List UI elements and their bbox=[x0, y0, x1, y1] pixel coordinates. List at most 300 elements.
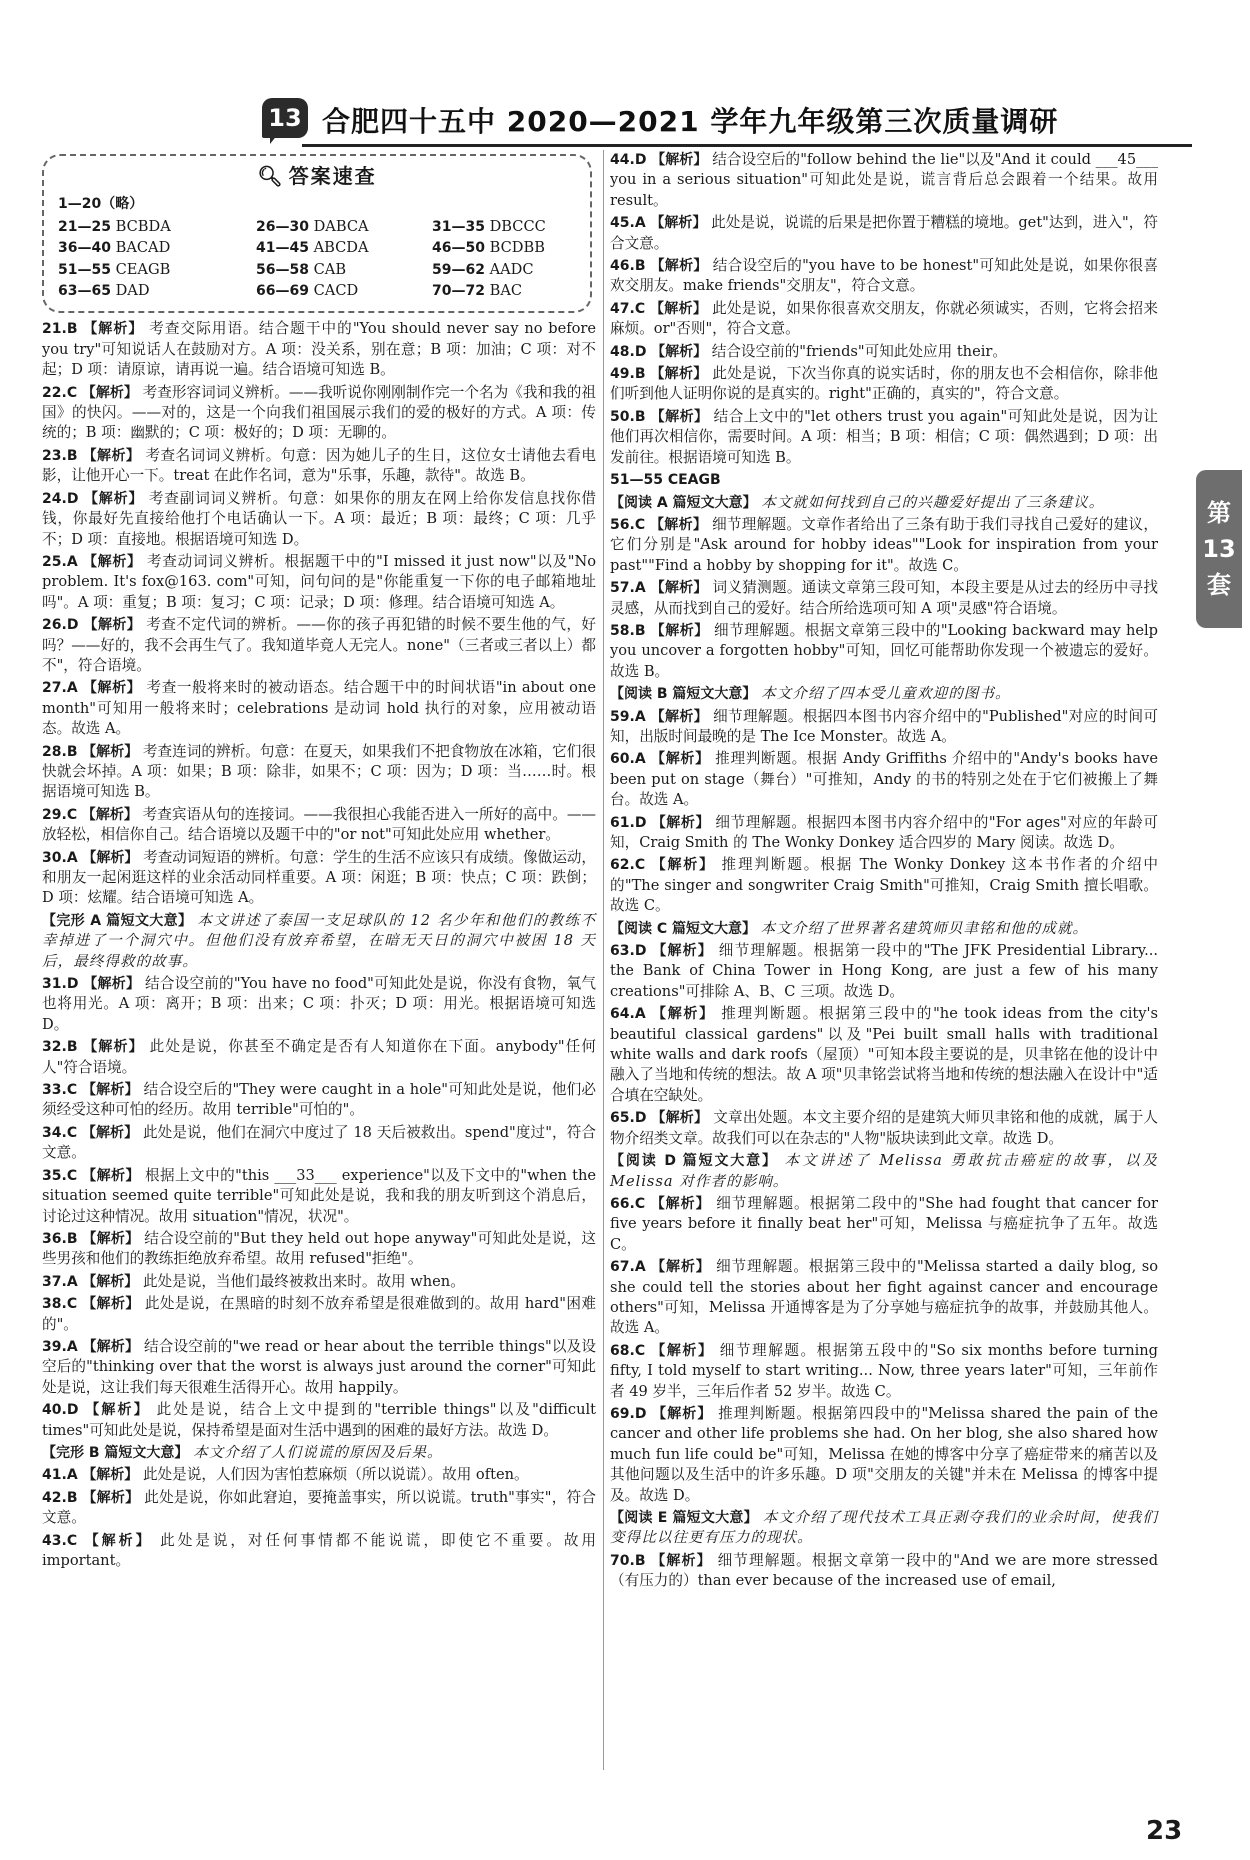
question-number: 33. bbox=[42, 1082, 67, 1099]
question-number: 26. bbox=[42, 617, 67, 634]
answer-cell bbox=[432, 281, 582, 301]
passage-summary bbox=[610, 1508, 1158, 1549]
question-answer: A bbox=[66, 849, 78, 866]
question-number: 39. bbox=[42, 1338, 67, 1355]
answer-range: 59—62 bbox=[432, 261, 485, 278]
question-number: 30. bbox=[42, 849, 67, 866]
answer-letters: DAD bbox=[110, 282, 150, 300]
side-tab-prefix: 第 bbox=[1207, 499, 1231, 527]
question-answer: B bbox=[634, 408, 646, 425]
question-answer: D bbox=[66, 1402, 79, 1419]
question-number: 28. bbox=[42, 743, 67, 760]
analysis-tag: 【解析】 bbox=[650, 258, 708, 275]
question-answer: A bbox=[634, 708, 646, 725]
question-number: 23. bbox=[42, 447, 67, 464]
analysis-tag: 【解析】 bbox=[82, 1273, 139, 1290]
analysis-tag: 【解析】 bbox=[651, 1110, 709, 1127]
answer-range: 26—30 bbox=[256, 218, 309, 235]
right-column bbox=[610, 150, 1158, 1594]
question-number: 58. bbox=[610, 622, 635, 639]
answer-line bbox=[610, 470, 1158, 490]
explanation-text: 结合设空前的"we read or hear about the terrible things"以及设空后的"thinking over that the worst is always just around the corner"可知此处是说，这让我们每天很难生活得开心。故用 happily。 bbox=[42, 1337, 597, 1396]
question-explanation bbox=[42, 742, 596, 803]
question-explanation bbox=[610, 299, 1158, 340]
question-explanation bbox=[42, 489, 596, 550]
explanation-text: 细节理解题。根据文章第一段中的"And we are more stressed（有压力的）than ever because of the increased use of email, bbox=[610, 1551, 1159, 1590]
passage-summary bbox=[42, 911, 596, 972]
question-answer: C bbox=[66, 1124, 78, 1141]
question-number: 47. bbox=[610, 300, 635, 317]
explanation-text: 细节理解题。根据第二段中的"She had fought that cancer for five years before it finally beat her"可知，Melissa 与癌症抗争了五年。故选 C。 bbox=[610, 1194, 1158, 1253]
question-number: 68. bbox=[610, 1342, 635, 1359]
page-header bbox=[262, 98, 1192, 146]
question-number: 61. bbox=[610, 814, 635, 831]
question-number: 42. bbox=[42, 1489, 67, 1506]
question-number: 64. bbox=[610, 1006, 635, 1023]
question-answer: C bbox=[66, 1167, 78, 1184]
question-explanation bbox=[610, 1108, 1158, 1149]
analysis-tag: 【解析】 bbox=[83, 1039, 144, 1056]
passage-summary bbox=[610, 1151, 1158, 1192]
answer-cell bbox=[58, 260, 256, 280]
question-answer: C bbox=[634, 300, 646, 317]
answer-range: 41—45 bbox=[256, 240, 309, 257]
question-answer: B bbox=[66, 1230, 78, 1247]
explanation-text: 此处是说，人们因为害怕惹麻烦（所以说谎）。故用 often。 bbox=[142, 1466, 529, 1484]
analysis-tag: 【解析】 bbox=[84, 1532, 153, 1549]
question-number: 70. bbox=[610, 1552, 635, 1569]
question-number: 43. bbox=[42, 1532, 67, 1549]
question-number: 31. bbox=[42, 976, 67, 993]
magnifier-icon: 🔍︎ bbox=[257, 164, 285, 188]
analysis-tag: 【解析】 bbox=[82, 1230, 140, 1247]
question-number: 63. bbox=[610, 943, 635, 960]
answer-cell bbox=[58, 217, 256, 237]
passage-summary bbox=[610, 684, 1158, 704]
answer-cell bbox=[256, 260, 432, 280]
question-number: 56. bbox=[610, 516, 635, 533]
question-explanation bbox=[610, 1341, 1158, 1402]
question-explanation bbox=[42, 1037, 596, 1078]
answer-range: 70—72 bbox=[432, 283, 485, 300]
question-number: 67. bbox=[610, 1259, 635, 1276]
summary-tag: 【阅读 A 篇短文大意】 bbox=[610, 494, 757, 511]
answer-letters: AADC bbox=[484, 260, 534, 278]
analysis-tag: 【解析】 bbox=[85, 1402, 150, 1419]
answer-range: 36—40 bbox=[58, 240, 111, 257]
answer-letters: CEAGB bbox=[110, 260, 171, 278]
analysis-tag: 【解析】 bbox=[650, 708, 709, 725]
question-explanation bbox=[42, 1400, 596, 1441]
question-explanation bbox=[42, 848, 596, 909]
question-number: 35. bbox=[42, 1167, 67, 1184]
question-explanation bbox=[42, 446, 596, 487]
answer-letters: CAB bbox=[308, 260, 347, 278]
explanation-text: 考查动词短语的辨析。句意：学生的生活不应该只有成绩。像做运动，和朋友一起闲逛这样的业余活动同样重要。A 项：闲逛；B 项：快点；C 项：跌倒；D 项：炫耀。结合语境可知选 A。 bbox=[42, 848, 597, 907]
explanation-text: 考查名词词义辨析。句意：因为她儿子的生日，这位女士请他去看电影，让他开心一下。treat 在此作名词，意为"乐事，乐趣，款待"。故选 B。 bbox=[42, 446, 597, 485]
explanation-text: 结合设空后的"They were caught in a hole"可知此处是说，他们必须经受这种可怕的经历。故用 terrible"可怕的"。 bbox=[42, 1081, 597, 1119]
question-answer: B bbox=[66, 1039, 78, 1056]
answer-cell bbox=[256, 217, 432, 237]
question-number: 50. bbox=[610, 408, 635, 425]
explanation-text: 结合设空前的"You have no food"可知此处是说，你没有食物，氧气也将用光。A 项：离开；B 项：出来；C 项：扑灭；D 项：用光。根据语境可知选 D。 bbox=[42, 975, 596, 1033]
column-divider bbox=[603, 150, 604, 1770]
answer-cell bbox=[432, 217, 582, 237]
analysis-tag: 【解析】 bbox=[82, 680, 142, 697]
analysis-tag: 【解析】 bbox=[650, 622, 709, 639]
explanation-text: 推理判断题。根据第三段中的"he took ideas from the city's beautiful classical gardens"以及"Pei built small halls with traditional white walls and dark roofs（屋顶）"可知本段主要说的是，贝聿铭在他的设计中融入了当地和传统的想法。故 A 项"贝聿铭尝试将当地和传统的想法融入在设计中"适合填在空缺处。 bbox=[610, 1005, 1159, 1104]
question-number: 38. bbox=[42, 1296, 67, 1313]
analysis-tag: 【解析】 bbox=[651, 814, 711, 831]
analysis-tag: 【解析】 bbox=[83, 617, 142, 634]
explanation-text: 词义猜测题。通读文章第三段可知，本段主要是从过去的经历中寻找灵感，从而找到自己的爱好。结合所给选项可知 A 项"灵感"符合语境。 bbox=[610, 579, 1158, 617]
question-answer: C bbox=[66, 1082, 78, 1099]
explanation-text: 结合设空后的"you have to be honest"可知此处是说，如果你很喜欢交朋友。make friends"交朋友"，符合文意。 bbox=[610, 257, 1159, 295]
summary-text: 本文讲述了 Melissa 勇敢抗击癌症的故事，以及 Melissa 对作者的影响。 bbox=[610, 1152, 1159, 1190]
left-column bbox=[42, 150, 596, 1573]
question-explanation bbox=[610, 1257, 1158, 1339]
summary-text: 本文介绍了现代技术工具正剥夺我们的业余时间，使我们变得比以往更有压力的现状。 bbox=[610, 1509, 1159, 1547]
question-explanation bbox=[610, 941, 1158, 1002]
analysis-tag: 【解析】 bbox=[82, 849, 139, 866]
set-side-tab bbox=[1196, 470, 1242, 628]
passage-summary bbox=[42, 1443, 596, 1463]
analysis-tag: 【解析】 bbox=[650, 1195, 711, 1212]
analysis-tag: 【解析】 bbox=[81, 384, 138, 401]
analysis-tag: 【解析】 bbox=[82, 1338, 140, 1355]
explanation-text: 推理判断题。根据 Andy Griffiths 介绍中的"Andy's books have been put on stage（舞台）"可推知，Andy 的书的特别之处在于它们被搬上了舞台。故选 A。 bbox=[610, 750, 1158, 809]
question-answer: C bbox=[66, 1296, 78, 1313]
question-answer: B bbox=[66, 743, 78, 760]
question-answer: A bbox=[66, 553, 78, 570]
question-number: 46. bbox=[610, 258, 635, 275]
header-rule bbox=[302, 144, 1192, 147]
explanation-text: 此处是说，你甚至不确定是否有人知道你在下面。anybody"任何人"符合语境。 bbox=[42, 1038, 596, 1076]
badge-tail bbox=[270, 134, 278, 144]
analysis-tag: 【解析】 bbox=[81, 806, 138, 823]
question-number: 36. bbox=[42, 1230, 67, 1247]
analysis-tag: 【解析】 bbox=[650, 408, 709, 425]
analysis-tag: 【解析】 bbox=[82, 1296, 140, 1313]
quick-answer-title bbox=[58, 166, 576, 186]
page-title: 合肥四十五中 2020—2021 学年九年级第三次质量调研 bbox=[322, 105, 1059, 138]
answer-cell bbox=[432, 238, 582, 258]
analysis-tag: 【解析】 bbox=[651, 1342, 714, 1359]
summary-tag: 【阅读 B 篇短文大意】 bbox=[610, 686, 757, 703]
analysis-tag: 【解析】 bbox=[650, 516, 708, 533]
question-number: 40. bbox=[42, 1402, 67, 1419]
answer-letters: DABCA bbox=[308, 217, 369, 235]
explanation-text: 文章出处题。本文主要介绍的是建筑大师贝聿铭和他的成就，属于人物介绍类文章。故我们可以在杂志的"人物"版块读到此文章。故选 D。 bbox=[610, 1109, 1159, 1147]
question-explanation bbox=[42, 974, 596, 1035]
question-answer: A bbox=[66, 680, 78, 697]
question-explanation bbox=[610, 407, 1158, 468]
left-explanations bbox=[42, 319, 596, 1571]
passage-summary bbox=[610, 919, 1158, 939]
analysis-tag: 【解析】 bbox=[651, 152, 708, 168]
explanation-text: 此处是说，你如此窘迫，要掩盖事实，所以说谎。truth"事实"，符合文意。 bbox=[42, 1488, 597, 1527]
summary-tag: 【阅读 D 篇短文大意】 bbox=[610, 1153, 778, 1170]
question-explanation bbox=[610, 1194, 1158, 1255]
analysis-tag: 【解析】 bbox=[82, 447, 141, 464]
question-number: 22. bbox=[42, 384, 67, 401]
analysis-tag: 【解析】 bbox=[81, 1082, 139, 1099]
question-answer: D bbox=[66, 617, 79, 634]
answer-cell bbox=[58, 281, 256, 301]
question-answer: D bbox=[634, 343, 647, 360]
answer-range: 63—65 bbox=[58, 283, 111, 300]
explanation-text: 此处是说，如果你很喜欢交朋友，你就必须诚实，否则，它将会招来麻烦。or"否则"，符合文意。 bbox=[610, 299, 1158, 338]
explanation-text: 推理判断题。根据 The Wonky Donkey 这本书作者的介绍中的"The singer and songwriter Craig Smith"可推知，Craig Smith 擅长唱歌。故选 C。 bbox=[610, 856, 1158, 915]
explanation-text: 细节理解题。文章作者给出了三条有助于我们寻找自己爱好的建议，它们分别是"Ask around for hobby ideas""Look for inspiration from your past""Find a hobby by shopping for it"。故选 C。 bbox=[610, 515, 1158, 574]
question-explanation bbox=[42, 1080, 596, 1121]
analysis-tag: 【解析】 bbox=[651, 1552, 712, 1569]
explanation-text: 考查连词的辨析。句意：在夏天，如果我们不把食物放在冰箱，它们很快就会坏掉。A 项：如果；B 项：除非，如果不；C 项：因为；D 项：当……时。根据语境可知选 B。 bbox=[42, 742, 597, 801]
explanation-text: 考查副词词义辨析。句意：如果你的朋友在网上给你发信息找你借钱，你最好先直接给他打个电话确认一下。A 项：最近；B 项：最终；C 项：几乎不；D 项：直接地。根据语境可知选 D。 bbox=[42, 489, 597, 548]
question-explanation bbox=[42, 1294, 596, 1335]
passage-summary bbox=[610, 493, 1158, 513]
explanation-text: 考查形容词词义辨析。——我听说你刚刚制作完一个名为《我和我的祖国》的快闪。——对的，这是一个向我们祖国展示我们的爱的极好的方式。A 项：传统的；B 项：幽默的；C 项：极好的；D 项：无聊的。 bbox=[42, 383, 597, 442]
question-explanation bbox=[610, 1551, 1158, 1592]
question-answer: D bbox=[634, 1405, 647, 1422]
question-number: 37. bbox=[42, 1273, 67, 1290]
question-answer: A bbox=[66, 1338, 78, 1355]
explanation-text: 此处是说，对任何事情都不能说谎，即使它不重要。故用 important。 bbox=[42, 1531, 597, 1569]
explanation-text: 考查动词词义辨析。根据题干中的"I missed it just now"以及"No problem. It's fox@163. com"可知，问句问的是"你能重复一下你的电子邮箱地址吗"。A 项：重复；B 项：复习；C 项：记录；D 项：修理。结合语境可知选 A。 bbox=[42, 552, 597, 611]
explanation-text: 此处是说，说谎的后果是把你置于糟糕的境地。get"达到，进入"，符合文意。 bbox=[610, 214, 1159, 252]
question-answer: A bbox=[634, 1006, 646, 1023]
question-answer: B bbox=[66, 1489, 78, 1506]
answer-range: 21—25 bbox=[58, 218, 111, 235]
explanation-text: 结合设空前的"friends"可知此处应用 their。 bbox=[711, 342, 1007, 360]
question-number: 45. bbox=[610, 215, 635, 232]
answer-range: 56—58 bbox=[256, 261, 309, 278]
answer-cell bbox=[256, 281, 432, 301]
explanation-text: 考查不定代词的辨析。——你的孩子再犯错的时候不要生他的气，好吗？——好的，我不会再生气了。我知道毕竟人无完人。none"（三者或三者以上）都不"，符合语境。 bbox=[42, 616, 597, 674]
answer-line-text: 51—55 CEAGB bbox=[610, 472, 721, 489]
question-explanation bbox=[42, 552, 596, 613]
question-number: 29. bbox=[42, 806, 67, 823]
question-number: 44. bbox=[610, 152, 635, 168]
analysis-tag: 【解析】 bbox=[650, 366, 708, 383]
question-number: 57. bbox=[610, 580, 635, 597]
question-explanation bbox=[42, 1229, 596, 1270]
question-answer: B bbox=[634, 622, 646, 639]
question-answer: A bbox=[634, 751, 646, 768]
question-answer: D bbox=[634, 1110, 647, 1127]
side-tab-number: 13 bbox=[1202, 535, 1236, 563]
question-number: 59. bbox=[610, 708, 635, 725]
quick-answer-box bbox=[42, 154, 592, 313]
question-explanation bbox=[610, 1004, 1158, 1106]
explanation-text: 考查交际用语。结合题干中的"You should never say no before you try"可知说话人在鼓励对方。A 项：没关系，别在意；B 项：加油；C 项：对不起；D 项：请原谅，请再说一遍。结合语境可知选 B。 bbox=[42, 320, 597, 379]
question-answer: C bbox=[66, 1532, 78, 1549]
answer-letters: DBCCC bbox=[484, 217, 546, 235]
question-explanation bbox=[42, 615, 596, 676]
analysis-tag: 【解析】 bbox=[650, 300, 708, 317]
summary-tag: 【完形 A 篇短文大意】 bbox=[42, 912, 193, 929]
question-answer: A bbox=[634, 1259, 646, 1276]
analysis-tag: 【解析】 bbox=[83, 976, 141, 993]
analysis-tag: 【解析】 bbox=[652, 943, 713, 960]
explanation-text: 细节理解题。根据第五段中的"So six months before turning fifty, I told myself to start writing... Now, three years later"可知，三年前作者 49 岁半，三年后作者 52 岁半。故选 C。 bbox=[610, 1341, 1159, 1400]
question-number: 21. bbox=[42, 321, 67, 338]
explanation-text: 细节理解题。根据四本图书内容介绍中的"For ages"对应的年龄可知，Craig Smith 的 The Wonky Donkey 适合四岁的 Mary 阅读。故选 D。 bbox=[610, 813, 1159, 851]
explanation-text: 结合设空后的"follow behind the lie"以及"And it could ___45___ you in a serious situation"可知此处是说，谎言背后总会跟着一个结果。故用 result。 bbox=[610, 151, 1159, 209]
analysis-tag: 【解析】 bbox=[651, 857, 716, 874]
summary-text: 本文介绍了人们说谎的原因及后果。 bbox=[193, 1443, 443, 1461]
question-answer: D bbox=[634, 814, 647, 831]
answer-grid bbox=[58, 217, 576, 302]
answer-letters: CACD bbox=[308, 282, 359, 300]
explanation-text: 此处是说，结合上文中提到的"terrible things"以及"difficult times"可知此处是说，保持希望是面对生活中遇到的困难的最好方法。故选 D。 bbox=[42, 1401, 597, 1439]
question-answer: A bbox=[634, 580, 646, 597]
question-number: 65. bbox=[610, 1110, 635, 1127]
analysis-tag: 【解析】 bbox=[81, 1124, 139, 1141]
answer-letters: ABCDA bbox=[308, 239, 369, 257]
question-answer: C bbox=[634, 1195, 646, 1212]
question-explanation bbox=[610, 813, 1158, 854]
answer-cell bbox=[432, 260, 582, 280]
question-number: 69. bbox=[610, 1405, 635, 1422]
question-explanation bbox=[610, 150, 1158, 211]
explanation-text: 根据上文中的"this ___33___ experience"以及下文中的"when the situation seemed quite terrible"可知此处是说，我和我的朋友听到这个消息后，讨论过这种情况。故用 situation"情况，状况"。 bbox=[42, 1166, 597, 1225]
question-number: 24. bbox=[42, 490, 67, 507]
question-answer: A bbox=[634, 215, 646, 232]
explanation-text: 此处是说，当他们最终被救出来时。故用 when。 bbox=[142, 1272, 465, 1290]
analysis-tag: 【解析】 bbox=[651, 1259, 711, 1276]
question-explanation bbox=[42, 383, 596, 444]
question-answer: B bbox=[66, 321, 78, 338]
question-answer: A bbox=[66, 1273, 78, 1290]
explanation-text: 细节理解题。根据第三段中的"Melissa started a daily blog, so she could tell the stories about her fight against cancer and encourage others"可知，Melissa 开通博客是为了分享她与癌症抗争的故事，并鼓励其他人。故选 A。 bbox=[610, 1258, 1158, 1337]
summary-text: 本文讲述了泰国一支足球队的 12 名少年和他们的教练不幸掉进了一个洞穴中。但他们没有放弃希望，在暗无天日的洞穴中被困 18 天后，最终得救的故事。 bbox=[42, 911, 596, 970]
question-explanation bbox=[610, 855, 1158, 916]
explanation-text: 考查一般将来时的被动语态。结合题干中的时间状语"in about one month"可知用一般将来时；celebrations 是动词 hold 执行的对象，应用被动语态。故选 A。 bbox=[42, 679, 597, 738]
question-number: 48. bbox=[610, 343, 635, 360]
answer-range: 46—50 bbox=[432, 240, 485, 257]
question-answer: D bbox=[634, 152, 647, 168]
question-explanation bbox=[42, 1166, 596, 1227]
question-number: 60. bbox=[610, 751, 635, 768]
question-explanation bbox=[42, 1272, 596, 1292]
question-number: 27. bbox=[42, 680, 67, 697]
answer-cell bbox=[58, 238, 256, 258]
explanation-text: 考查宾语从句的连接词。——我很担心我能否进入一所好的高中。——放轻松，相信你自己。结合语境以及题干中的"or not"可知此处应用 whether。 bbox=[42, 805, 597, 844]
analysis-tag: 【解析】 bbox=[651, 751, 710, 768]
set-number-badge: 13 bbox=[262, 98, 308, 138]
answer-letters: BACAD bbox=[110, 239, 171, 257]
summary-tag: 【阅读 E 篇短文大意】 bbox=[610, 1510, 758, 1526]
question-explanation bbox=[42, 805, 596, 846]
question-explanation bbox=[610, 1404, 1158, 1506]
analysis-tag: 【解析】 bbox=[651, 343, 708, 360]
explanation-text: 结合设空前的"But they held out hope anyway"可知此处是说，这些男孩和他们的教练拒绝放弃希望。故用 refused"拒绝"。 bbox=[42, 1229, 597, 1268]
page-number: 23 bbox=[1146, 1816, 1183, 1846]
answer-range: 31—35 bbox=[432, 218, 485, 235]
question-number: 66. bbox=[610, 1195, 635, 1212]
summary-text: 本文介绍了四本受儿童欢迎的图书。 bbox=[761, 685, 1011, 703]
question-number: 25. bbox=[42, 553, 67, 570]
analysis-tag: 【解析】 bbox=[652, 1006, 715, 1023]
right-explanations bbox=[610, 150, 1158, 1592]
summary-tag: 【阅读 C 篇短文大意】 bbox=[610, 920, 757, 937]
question-answer: C bbox=[634, 1342, 646, 1359]
summary-tag: 【完形 B 篇短文大意】 bbox=[42, 1444, 189, 1461]
explanation-text: 细节理解题。根据文章第三段中的"Looking backward may help you uncover a forgotten hobby"可知，回忆可能帮助你发现一个被遗忘的爱好。故选 B。 bbox=[610, 621, 1159, 680]
explanation-text: 结合上文中的"let others trust you again"可知此处是说，因为让他们再次相信你，需要时间。A 项：相当；B 项：相信；C 项：偶然遇到；D 项：出发前往。根据语境可知选 B。 bbox=[610, 407, 1158, 466]
analysis-tag: 【解析】 bbox=[82, 1489, 140, 1506]
question-explanation bbox=[610, 364, 1158, 405]
summary-text: 本文就如何找到自己的兴趣爱好提出了三条建议。 bbox=[761, 493, 1105, 511]
analysis-tag: 【解析】 bbox=[82, 553, 142, 570]
question-explanation bbox=[42, 1488, 596, 1529]
quick-answer-label: 答案速查 bbox=[288, 164, 377, 188]
question-answer: C bbox=[66, 806, 78, 823]
answer-range: 66—69 bbox=[256, 283, 309, 300]
question-explanation bbox=[610, 621, 1158, 682]
question-explanation bbox=[42, 1531, 596, 1572]
question-explanation bbox=[610, 213, 1158, 254]
answer-letters: BCBDA bbox=[110, 217, 171, 235]
question-answer: B bbox=[634, 366, 646, 383]
analysis-tag: 【解析】 bbox=[650, 215, 707, 232]
question-explanation bbox=[610, 707, 1158, 748]
analysis-tag: 【解析】 bbox=[652, 1405, 713, 1422]
explanation-text: 推理判断题。根据第四段中的"Melissa shared the pain of the cancer and other life problems she had. On her blog, she also shared how much fun life could be"可知，Melissa 在她的博客中分享了癌症带来的痛苦以及其他问题以及生活中的许多乐趣。D 项"交朋友的关键"并未在 Melissa 的博客中提及。故选 D。 bbox=[610, 1404, 1158, 1504]
answer-letters: BCDBB bbox=[484, 239, 545, 257]
question-explanation bbox=[42, 1337, 596, 1398]
question-answer: C bbox=[66, 384, 78, 401]
question-number: 41. bbox=[42, 1467, 67, 1484]
question-explanation bbox=[610, 578, 1158, 619]
analysis-tag: 【解析】 bbox=[82, 1467, 139, 1484]
analysis-tag: 【解析】 bbox=[82, 743, 139, 760]
analysis-tag: 【解析】 bbox=[83, 321, 144, 338]
answer-range: 51—55 bbox=[58, 261, 111, 278]
question-answer: D bbox=[66, 976, 79, 993]
question-number: 34. bbox=[42, 1124, 67, 1141]
question-explanation bbox=[610, 515, 1158, 576]
summary-text: 本文介绍了世界著名建筑师贝聿铭和他的成就。 bbox=[760, 919, 1089, 937]
answer-letters: BAC bbox=[484, 282, 523, 300]
question-explanation bbox=[610, 256, 1158, 297]
question-explanation bbox=[610, 342, 1158, 362]
analysis-tag: 【解析】 bbox=[650, 580, 708, 597]
question-answer: B bbox=[634, 1552, 646, 1569]
question-answer: C bbox=[634, 516, 646, 533]
explanation-text: 此处是说，在黑暗的时刻不放弃希望是很难做到的。故用 hard"困难的"。 bbox=[42, 1295, 596, 1333]
explanation-text: 细节理解题。根据第一段中的"The JFK Presidential Library... the Bank of China Tower in Hong Kong, are just a few of his many creations"可排除 A、B、C 三项。故选 D。 bbox=[610, 942, 1159, 1000]
question-explanation bbox=[42, 1123, 596, 1164]
explanation-text: 此处是说，他们在洞穴中度过了 18 天后被救出。spend"度过"，符合文意。 bbox=[42, 1123, 597, 1162]
question-answer: B bbox=[634, 258, 646, 275]
question-answer: D bbox=[634, 943, 647, 960]
explanation-text: 细节理解题。根据四本图书内容介绍中的"Published"对应的时间可知，出版时间最晚的是 The Ice Monster。故选 A。 bbox=[610, 707, 1159, 745]
question-number: 32. bbox=[42, 1039, 67, 1056]
answer-cell bbox=[256, 238, 432, 258]
question-explanation bbox=[610, 749, 1158, 810]
analysis-tag: 【解析】 bbox=[82, 1167, 140, 1184]
side-tab-suffix: 套 bbox=[1207, 571, 1231, 599]
question-answer: D bbox=[66, 490, 79, 507]
explanation-text: 此处是说，下次当你真的说实话时，你的朋友也不会相信你，除非他们听到他人证明你说的是真实的。right"正确的，真实的"，符合文意。 bbox=[610, 365, 1159, 403]
question-number: 49. bbox=[610, 366, 635, 383]
question-explanation bbox=[42, 319, 596, 380]
analysis-tag: 【解析】 bbox=[83, 490, 144, 507]
answer-row-first: 1—20（略） bbox=[58, 196, 144, 213]
question-explanation bbox=[42, 678, 596, 739]
